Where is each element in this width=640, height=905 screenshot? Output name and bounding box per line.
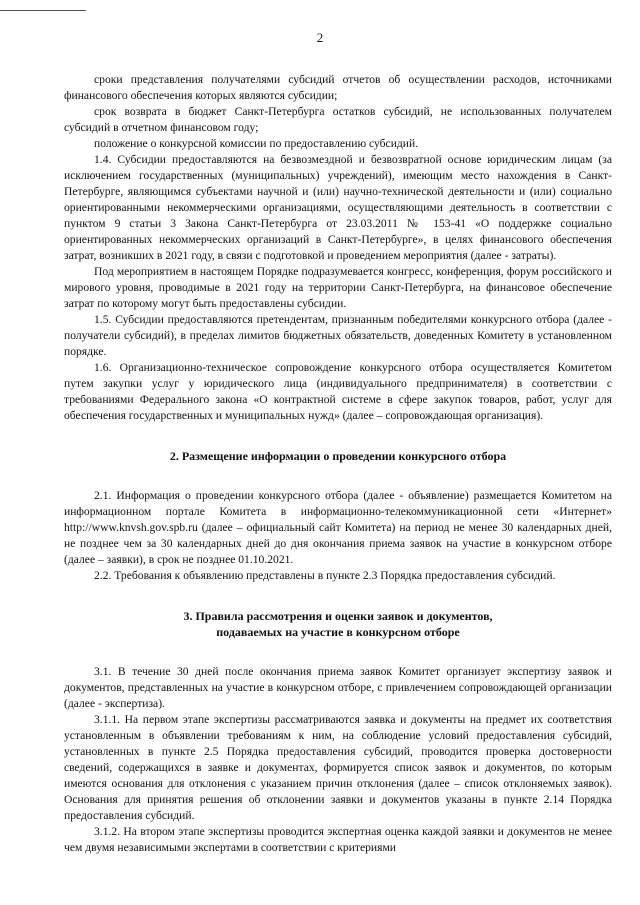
paragraph-1-6: 1.6. Организационно-техническое сопровождение конкурсного отбора осуществляется Комитетом путем закупки услуг у юридического лица (индивидуального предпринимателя) в соответствии с требованиями Федерального закона «О контрактной системе в сфере закупок товаров, работ, услуг для обеспечения государственных и муниципальных нужд» (далее – сопровождающая организация). <box>64 361 612 422</box>
paragraph-1-4: 1.4. Субсидии предоставляются на безвозмездной и безвозвратной основе юридическим лицам (за исключением государственных (муниципальных) учреждений), имеющим место нахождения в Санкт-Петербурге, являющимся субъектами научной и (или) научно-технической деятельности и (или) социально ориентированными некоммерческими организациями, осуществляющими деятельность в соответствии с пунктом 9 статьи 3 Закона Санкт-Петербурга от 23.03.2011 № 153-41 «О поддержке социально ориентированных некоммерческих организаций в Санкт-Петербурге», в целях финансового обеспечения затрат, возникших в 2021 году, в связи с подготовкой и проведением мероприятия (далее - затраты). <box>64 153 612 262</box>
paragraph-1-5: 1.5. Субсидии предоставляются претендентам, признанным победителями конкурсного отбора (далее - получатели субсидий), в пределах лимитов бюджетных обязательств, доведенных Комитету в установленном порядке. <box>64 313 612 358</box>
paragraph-reports: сроки представления получателями субсидий отчетов об осуществлении расходов, источниками финансового обеспечения которых являются субсидии; <box>64 73 612 102</box>
paragraph-3-1: 3.1. В течение 30 дней после окончания приема заявок Комитет организует экспертизу заявок и документов, представленных на участие в конкурсном отборе, с привлечением сопровождающей организации (далее - экспертиза). <box>64 665 612 710</box>
corner-mark <box>0 10 86 11</box>
section-3-heading-line-2: подаваемых на участие в конкурсном отборе <box>216 625 460 639</box>
section-2-heading: 2. Размещение информации о проведении конкурсного отбора <box>169 449 507 463</box>
paragraph-3-1-1: 3.1.1. На первом этапе экспертизы рассматриваются заявка и документы на предмет их соответствия установленным в объявлении требованиям к ним, на соблюдение условий предоставления субсидий, установленных в пункте 2.5 Порядка предоставления субсидий, проводится проверка достоверности сведений, содержащихся в заявке и документах, формируется список заявок и документов, по которым имеются основания для отклонения с указанием причин отклонения (далее – список отклоняемых заявок). Основания для принятия решения об отклонении заявки и документов указаны в пункте 2.14 Порядка предоставления субсидий. <box>64 713 612 822</box>
paragraph-3-1-2: 3.1.2. На втором этапе экспертизы проводится экспертная оценка каждой заявки и документов не менее чем двумя независимыми экспертами в соответствии с критериями <box>64 825 612 854</box>
section-3-heading-line-1: 3. Правила рассмотрения и оценки заявок и документов, <box>183 609 493 623</box>
page-number: 2 <box>316 30 324 45</box>
paragraph-2-1: 2.1. Информация о проведении конкурсного отбора (далее - объявление) размещается Комитетом на информационном портале Комитета в информационно-телекоммуникационной сети «Интернет» http://www.knvsh.gov.spb.ru (далее – официальный сайт Комитета) на период не менее 30 календарных дней, не позднее чем за 30 календарных дней до дня окончания приема заявок на участие в конкурсном отборе (далее – заявки), в срок не позднее 01.10.2021. <box>64 489 612 566</box>
paragraph-return: срок возврата в бюджет Санкт-Петербурга остатков субсидий, не использованных получателем субсидий в отчетном финансовом году; <box>64 105 612 134</box>
paragraph-commission: положение о конкурсной комиссии по предоставлению субсидий. <box>94 137 419 150</box>
document-body <box>64 72 612 856</box>
paragraph-2-2: 2.2. Требования к объявлению представлены в пункте 2.3 Порядка предоставления субсидий. <box>94 569 556 582</box>
paragraph-event: Под мероприятием в настоящем Порядке подразумевается конгресс, конференция, форум российского и мирового уровня, проводимые в 2021 году на территории Санкт-Петербурга, на финансовое обеспечение затрат по которому могут быть предоставлены субсидии. <box>64 265 612 310</box>
